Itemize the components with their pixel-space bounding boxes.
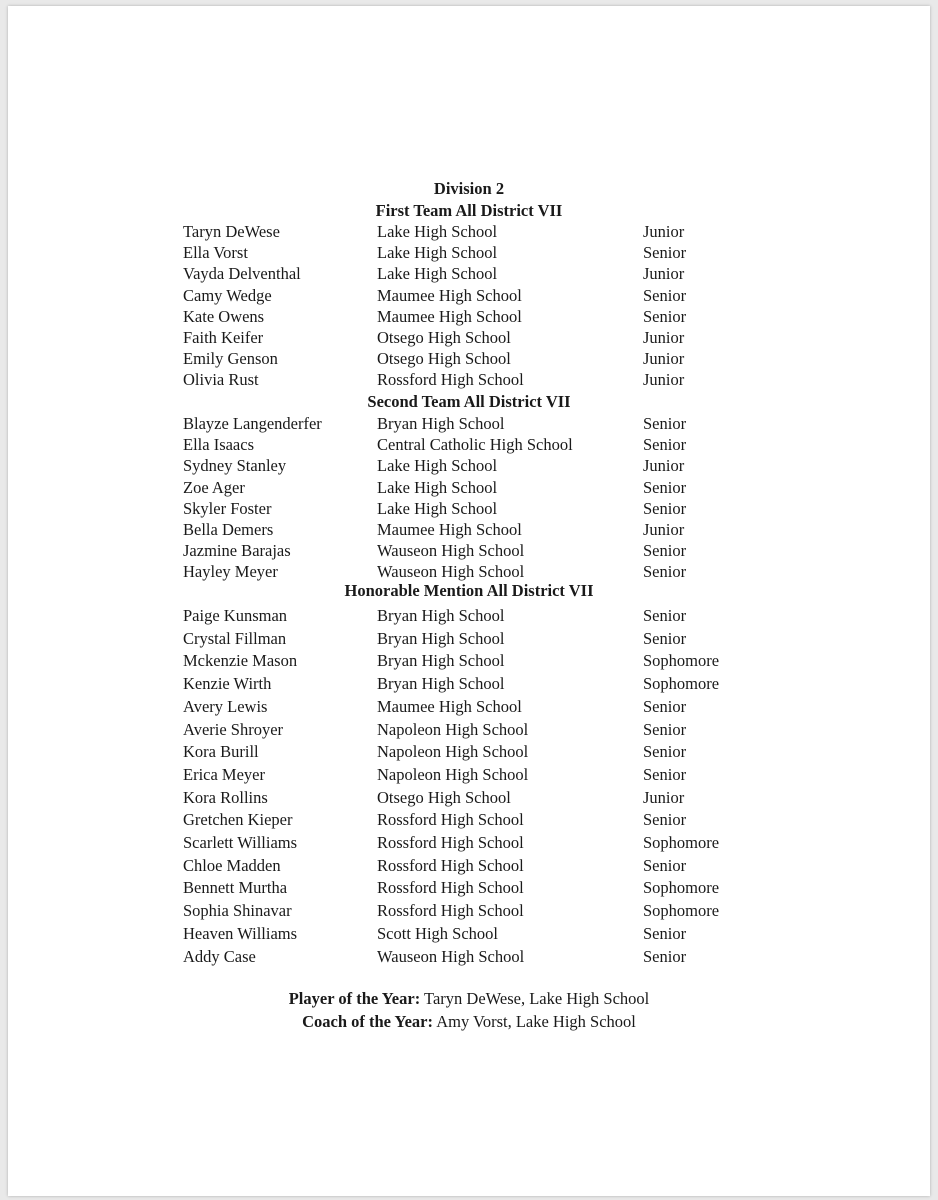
player-name: Averie Shroyer bbox=[183, 719, 284, 739]
player-name: Skyler Foster bbox=[183, 498, 272, 518]
player-school: Wauseon High School bbox=[377, 541, 525, 561]
player-name: Camy Wedge bbox=[183, 285, 272, 305]
player-school: Otsego High School bbox=[377, 349, 511, 369]
player-year: Senior bbox=[643, 946, 687, 966]
player-name: Heaven Williams bbox=[183, 923, 298, 943]
player-row bbox=[8, 900, 930, 921]
player-name: Kora Rollins bbox=[183, 787, 268, 807]
section-title: Second Team All District VII bbox=[367, 392, 571, 411]
player-year: Junior bbox=[643, 787, 685, 807]
player-school: Lake High School bbox=[377, 456, 498, 476]
player-name: Jazmine Barajas bbox=[183, 541, 291, 561]
player-year: Senior bbox=[643, 606, 687, 625]
player-school: Napoleon High School bbox=[377, 742, 529, 762]
player-name: Bennett Murtha bbox=[183, 878, 288, 898]
player-name: Hayley Meyer bbox=[183, 562, 278, 582]
player-year: Senior bbox=[643, 696, 687, 716]
player-name: Faith Keifer bbox=[183, 328, 264, 347]
player-school: Rossford High School bbox=[377, 810, 524, 830]
player-year: Sophomore bbox=[643, 651, 720, 671]
player-year: Senior bbox=[643, 306, 687, 326]
player-year: Sophomore bbox=[643, 901, 720, 921]
player-school: Rossford High School bbox=[377, 901, 524, 921]
player-row bbox=[8, 605, 930, 626]
player-year: Junior bbox=[643, 264, 685, 284]
player-year: Senior bbox=[643, 285, 687, 305]
player-year: Senior bbox=[643, 810, 687, 830]
player-school: Central Catholic High School bbox=[377, 435, 573, 455]
player-row bbox=[8, 327, 930, 348]
player-school: Napoleon High School bbox=[377, 764, 529, 784]
player-name: Paige Kunsman bbox=[183, 606, 288, 625]
player-name: Kate Owens bbox=[183, 306, 265, 326]
player-name: Mckenzie Mason bbox=[183, 651, 298, 671]
player-row bbox=[8, 719, 930, 740]
player-name: Avery Lewis bbox=[183, 696, 268, 716]
award-label: Coach of the Year: bbox=[302, 1012, 433, 1031]
award-value: Amy Vorst, Lake High School bbox=[433, 1012, 636, 1031]
player-name: Crystal Fillman bbox=[183, 628, 287, 648]
player-year: Sophomore bbox=[643, 674, 720, 694]
player-year: Senior bbox=[643, 764, 687, 784]
player-school: Rossford High School bbox=[377, 370, 524, 390]
player-school: Lake High School bbox=[377, 498, 498, 518]
player-name: Gretchen Kieper bbox=[183, 810, 293, 830]
player-row bbox=[8, 434, 930, 455]
player-year: Junior bbox=[643, 328, 685, 347]
player-name: Bella Demers bbox=[183, 520, 274, 539]
player-of-the-year bbox=[8, 989, 930, 1009]
award-value: Taryn DeWese, Lake High School bbox=[420, 989, 650, 1008]
player-school: Bryan High School bbox=[377, 651, 505, 671]
player-year: Senior bbox=[643, 628, 687, 648]
player-name: Taryn DeWese bbox=[183, 222, 280, 241]
player-name: Ella Isaacs bbox=[183, 435, 255, 455]
player-name: Ella Vorst bbox=[183, 243, 248, 263]
player-school: Otsego High School bbox=[377, 787, 511, 807]
document-page bbox=[8, 6, 930, 1196]
player-row bbox=[8, 498, 930, 519]
player-row bbox=[8, 673, 930, 694]
player-name: Kenzie Wirth bbox=[183, 674, 272, 694]
player-row bbox=[8, 628, 930, 649]
player-school: Bryan High School bbox=[377, 414, 505, 433]
player-year: Sophomore bbox=[643, 833, 720, 852]
player-school: Bryan High School bbox=[377, 628, 505, 648]
player-year: Senior bbox=[643, 719, 687, 739]
coach-of-the-year bbox=[8, 1012, 930, 1032]
player-school: Maumee High School bbox=[377, 520, 522, 539]
player-row bbox=[8, 413, 930, 434]
player-name: Chloe Madden bbox=[183, 855, 281, 875]
player-school: Lake High School bbox=[377, 264, 498, 284]
player-school: Wauseon High School bbox=[377, 946, 525, 966]
player-school: Lake High School bbox=[377, 243, 498, 263]
player-row bbox=[8, 306, 930, 327]
player-school: Maumee High School bbox=[377, 306, 522, 326]
player-row bbox=[8, 242, 930, 263]
player-name: Blayze Langenderfer bbox=[183, 414, 322, 433]
player-row bbox=[8, 369, 930, 390]
player-row bbox=[8, 561, 930, 582]
award-label: Player of the Year: bbox=[288, 989, 421, 1008]
player-name: Sophia Shinavar bbox=[183, 901, 292, 921]
player-name: Zoe Ager bbox=[183, 477, 245, 497]
player-row bbox=[8, 764, 930, 785]
player-school: Bryan High School bbox=[377, 606, 505, 625]
player-row bbox=[8, 877, 930, 898]
player-year: Senior bbox=[643, 742, 687, 762]
player-row bbox=[8, 285, 930, 306]
player-school: Bryan High School bbox=[377, 674, 505, 694]
section-title: Honorable Mention All District VII bbox=[344, 581, 594, 600]
player-name: Emily Genson bbox=[183, 349, 278, 369]
player-school: Maumee High School bbox=[377, 696, 522, 716]
player-name: Scarlett Williams bbox=[183, 833, 298, 852]
player-name: Vayda Delventhal bbox=[183, 264, 301, 284]
player-school: Rossford High School bbox=[377, 878, 524, 898]
player-year: Senior bbox=[643, 243, 687, 263]
player-year: Senior bbox=[643, 498, 687, 518]
player-row bbox=[8, 855, 930, 876]
player-year: Junior bbox=[643, 520, 685, 539]
player-name: Addy Case bbox=[183, 946, 256, 966]
player-year: Senior bbox=[643, 855, 687, 875]
player-school: Rossford High School bbox=[377, 855, 524, 875]
player-row bbox=[8, 540, 930, 561]
player-school: Lake High School bbox=[377, 477, 498, 497]
player-row bbox=[8, 832, 930, 853]
player-year: Junior bbox=[643, 349, 685, 369]
player-row bbox=[8, 221, 930, 242]
player-year: Senior bbox=[643, 435, 687, 455]
section-title: First Team All District VII bbox=[375, 201, 563, 220]
player-row bbox=[8, 696, 930, 717]
player-row bbox=[8, 650, 930, 671]
player-row bbox=[8, 809, 930, 830]
player-row bbox=[8, 923, 930, 944]
player-year: Junior bbox=[643, 456, 685, 476]
player-year: Sophomore bbox=[643, 878, 720, 898]
player-year: Senior bbox=[643, 923, 687, 943]
player-row bbox=[8, 519, 930, 540]
player-school: Maumee High School bbox=[377, 285, 522, 305]
player-year: Senior bbox=[643, 541, 687, 561]
player-row bbox=[8, 263, 930, 284]
player-year: Junior bbox=[643, 222, 685, 241]
player-school: Lake High School bbox=[377, 222, 498, 241]
player-school: Napoleon High School bbox=[377, 719, 529, 739]
player-school: Wauseon High School bbox=[377, 562, 525, 582]
player-year: Senior bbox=[643, 477, 687, 497]
player-name: Erica Meyer bbox=[183, 764, 265, 784]
player-name: Sydney Stanley bbox=[183, 456, 287, 476]
player-row bbox=[8, 455, 930, 476]
player-name: Olivia Rust bbox=[183, 370, 259, 390]
player-year: Senior bbox=[643, 414, 687, 433]
player-row bbox=[8, 787, 930, 808]
player-year: Senior bbox=[643, 562, 687, 582]
player-row bbox=[8, 946, 930, 967]
player-year: Junior bbox=[643, 370, 685, 390]
player-school: Scott High School bbox=[377, 923, 499, 943]
player-row bbox=[8, 348, 930, 369]
division-title: Division 2 bbox=[433, 179, 505, 198]
player-row bbox=[8, 741, 930, 762]
player-school: Rossford High School bbox=[377, 833, 524, 852]
player-row bbox=[8, 477, 930, 498]
player-name: Kora Burill bbox=[183, 742, 259, 762]
player-school: Otsego High School bbox=[377, 328, 511, 347]
